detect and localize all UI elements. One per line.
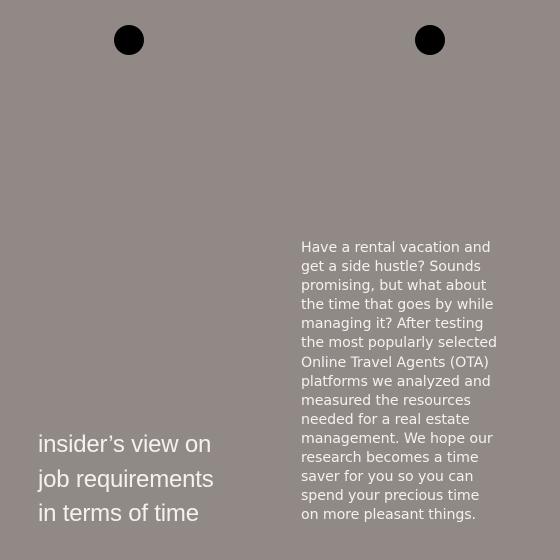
paragraph-line: research becomes a time bbox=[301, 450, 479, 467]
paragraph-line: platforms we analyzed and bbox=[301, 373, 491, 390]
paragraph-line: Online Travel Agents (OTA) bbox=[301, 354, 489, 371]
paragraph-line: spend your precious time bbox=[301, 488, 480, 505]
paragraph-line: managing it? After testing bbox=[301, 316, 484, 333]
headline-line: job requirements bbox=[38, 465, 214, 493]
intro-paragraph bbox=[301, 239, 541, 525]
paragraph-line: the most popularly selected bbox=[301, 335, 497, 352]
punch-hole-right bbox=[415, 25, 445, 55]
paragraph-line: management. We hope our bbox=[301, 430, 493, 447]
headline bbox=[38, 428, 278, 532]
paragraph-line: on more pleasant things. bbox=[301, 507, 476, 524]
paragraph-line: promising, but what about bbox=[301, 278, 487, 295]
paragraph-line: get a side hustle? Sounds bbox=[301, 259, 481, 276]
punch-hole-left bbox=[114, 25, 144, 55]
paragraph-line: Have a rental vacation and bbox=[301, 240, 491, 256]
paragraph-line: the time that goes by while bbox=[301, 297, 494, 314]
paragraph-line: saver for you so you can bbox=[301, 469, 474, 486]
paragraph-line: measured the resources bbox=[301, 392, 471, 409]
headline-line: insider’s view on bbox=[38, 431, 212, 458]
headline-line: in terms of time bbox=[38, 500, 199, 527]
paragraph-line: needed for a real estate bbox=[301, 411, 470, 428]
